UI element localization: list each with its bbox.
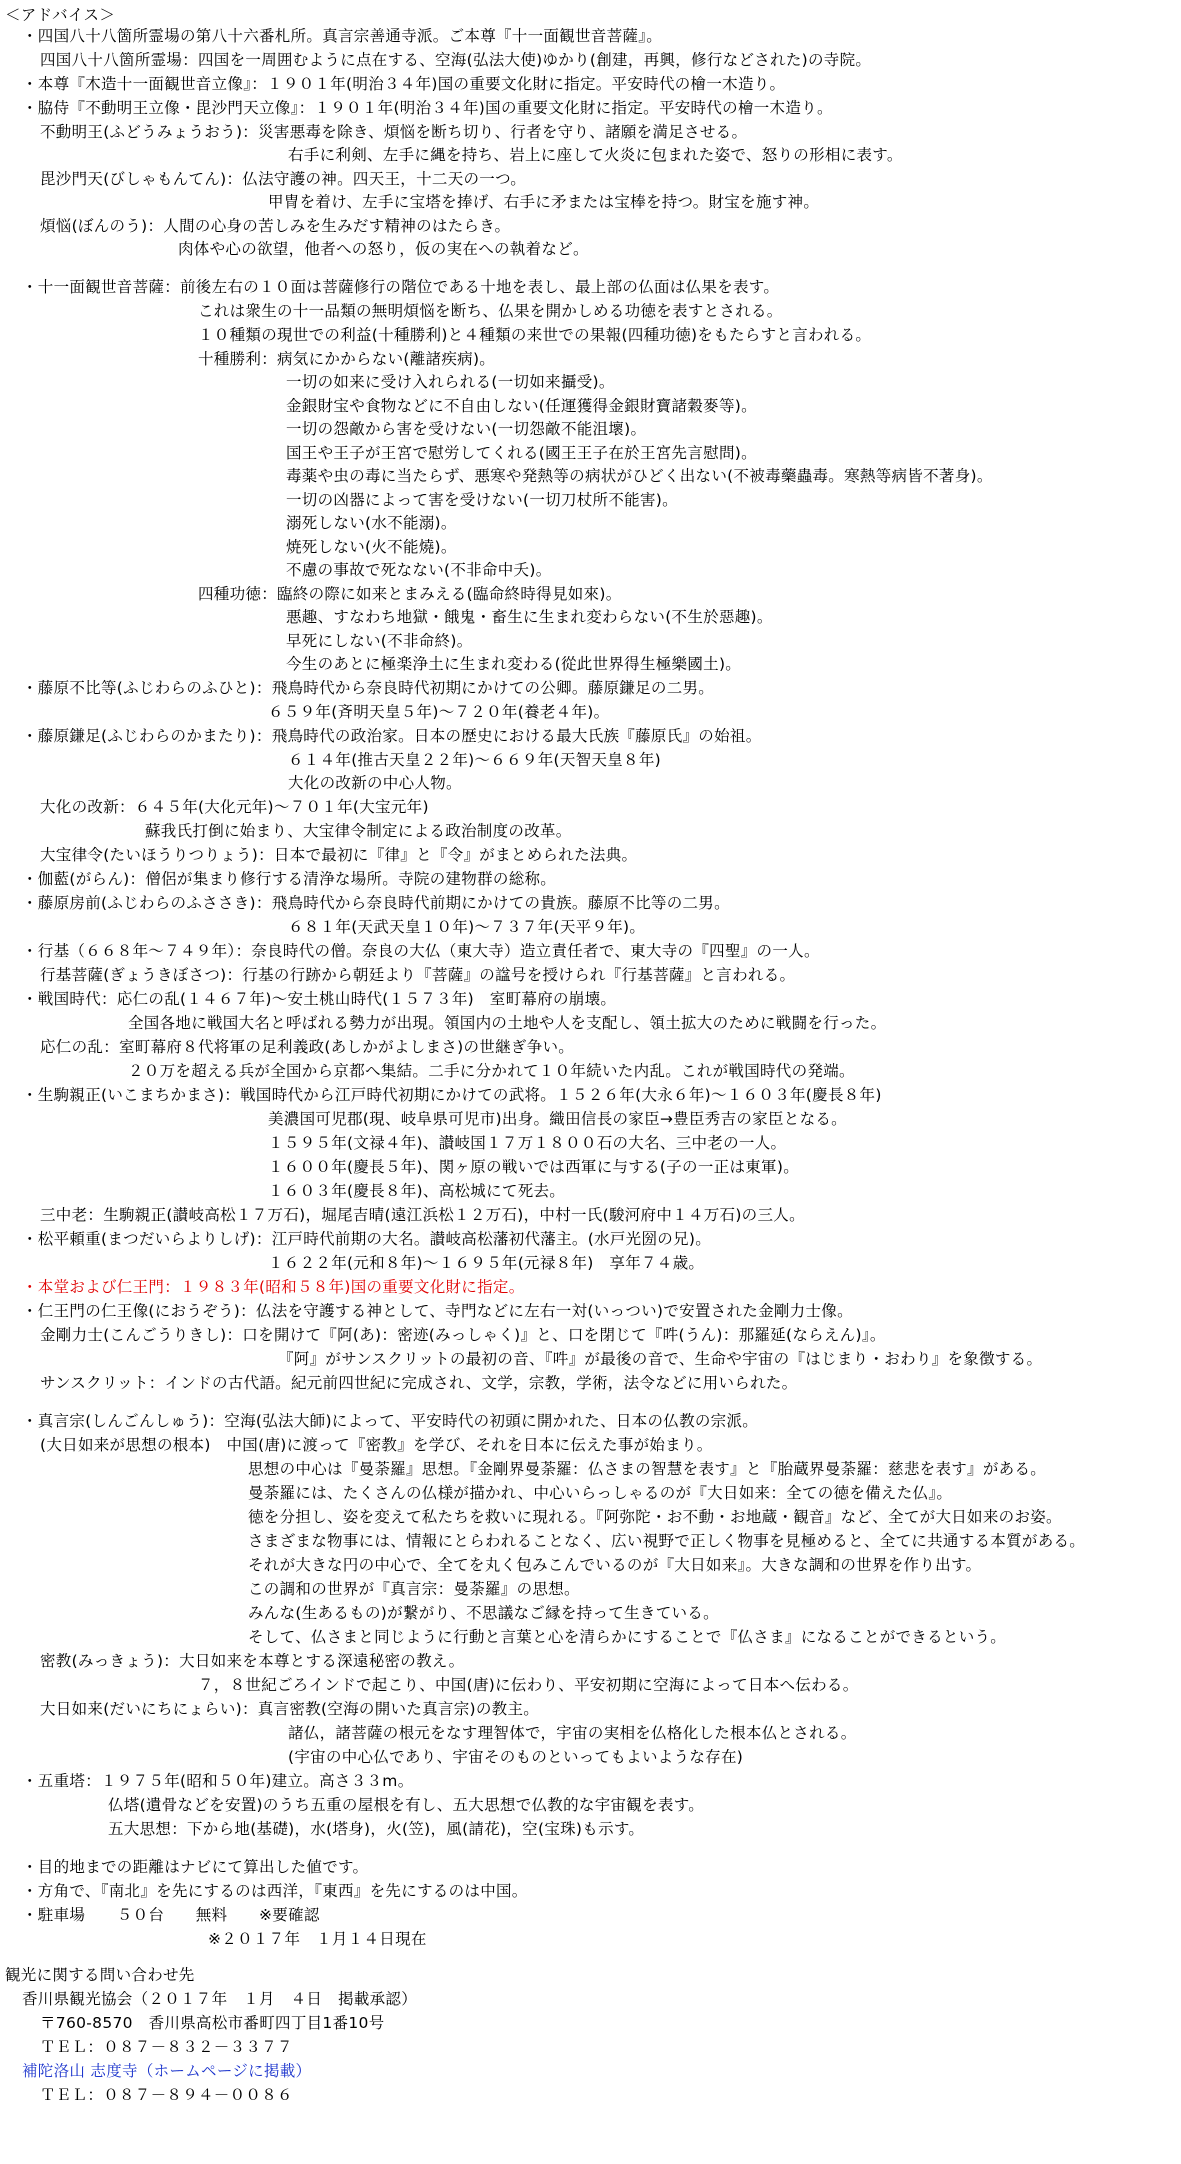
text-line: ・行基（６６８年～７４９年）：奈良時代の僧。奈良の大仏（東大寺）造立責任者で、東大寺の『四聖』の一人。 — [22, 942, 820, 960]
text-line: ＴＥＬ：０８７－８３２－３３７７ — [40, 2038, 293, 2056]
text-line: 応仁の乱：室町幕府８代将軍の足利義政(あしかがよしまさ)の世継ぎ争い。 — [40, 1038, 575, 1056]
text-line: ・脇侍『不動明王立像・毘沙門天立像』：１９０１年(明治３４年)国の重要文化財に指定。平安時代の檜一木造り。 — [22, 99, 833, 117]
text-line: 金銀財宝や食物などに不自由しない(任運獲得金銀財寶諸穀麥等)。 — [286, 397, 757, 415]
text-line: それが大きな円の中心で、全てを丸く包みこんでいるのが『大日如来』。大きな調和の世界を作り出す。 — [248, 1556, 982, 1574]
text-line: ２０万を超える兵が全国から京都へ集結。二手に分かれて１０年続いた内乱。これが戦国時代の発端。 — [128, 1062, 855, 1080]
text-line: 香川県観光協会（２０１７年 １月 ４日 掲載承認） — [22, 1990, 418, 2008]
text-line: 毘沙門天(びしゃもんてん)：仏法守護の神。四天王，十二天の一つ。 — [40, 170, 527, 188]
text-line: 美濃国可児郡(現、岐阜県可児市)出身。織田信長の家臣→豊臣秀吉の家臣となる。 — [268, 1110, 847, 1128]
text-line: 毒薬や虫の毒に当たらず、悪寒や発熱等の病状がひどく出ない(不被毒藥蟲毒。寒熱等病皆不著身)。 — [286, 467, 993, 485]
text-line: 行基菩薩(ぎょうきぼさつ)：行基の行跡から朝廷より『菩薩』の諡号を授けられ『行基菩薩』と言われる。 — [40, 966, 796, 984]
text-line: (大日如来が思想の根本) 中国(唐)に渡って『密教』を学び、それを日本に伝えた事が始まり。 — [40, 1436, 713, 1454]
text-line: １５９５年(文禄４年)、讃岐国１７万１８００石の大名、三中老の一人。 — [268, 1134, 787, 1152]
text-line: 煩悩(ぼんのう)：人間の心身の苦しみを生みだす精神のはたらき。 — [40, 217, 511, 235]
text-line: ６１４年(推古天皇２２年)～６６９年(天智天皇８年) — [288, 751, 661, 769]
text-line: 全国各地に戦国大名と呼ばれる勢力が出現。領国内の土地や人を支配し、領土拡大のために戦闘を行った。 — [128, 1014, 887, 1032]
text-line: ＴＥＬ：０８７－８９４－００８６ — [40, 2086, 293, 2104]
text-line: 『阿』がサンスクリットの最初の音、『吽』が最後の音で、生命や宇宙の『はじまり・おわり』を象徴する。 — [278, 1350, 1043, 1368]
text-line: 〒760-8570 香川県高松市番町四丁目1番10号 — [40, 2014, 385, 2032]
text-line: ６５９年(斉明天皇５年)～７２０年(養老４年)。 — [268, 703, 610, 721]
text-line: ・伽藍(がらん)：僧侶が集まり修行する清浄な場所。寺院の建物群の総称。 — [22, 870, 557, 888]
text-line: 溺死しない(水不能溺)。 — [286, 514, 457, 532]
text-line: 大化の改新の中心人物。 — [288, 774, 462, 792]
text-line: ・方角で、『南北』を先にするのは西洋，『東西』を先にするのは中国。 — [22, 1882, 528, 1900]
text-line: 五大思想：下から地(基礎)，水(塔身)，火(笠)，風(請花)，空(宝珠)も示す。 — [108, 1820, 645, 1838]
text-line: ・四国八十八箇所霊場の第八十六番札所。真言宗善通寺派。ご本尊『十一面観世音菩薩』。 — [22, 27, 663, 45]
text-line: ・駐車場 ５０台 無料 ※要確認 — [22, 1906, 320, 1924]
text-line: 補陀洛山 志度寺（ホームページに掲載） — [22, 2062, 312, 2080]
text-line: 悪趣、すなわち地獄・餓鬼・畜生に生まれ変わらない(不生於惡趣)。 — [286, 608, 773, 626]
text-line: サンスクリット：インドの古代語。紀元前四世紀に完成され、文学，宗教，学術，法令などに用いられた。 — [40, 1374, 798, 1392]
text-line: 一切の如来に受け入れられる(一切如来攝受)。 — [286, 373, 615, 391]
text-line: 曼荼羅には、たくさんの仏様が描かれ、中心いらっしゃるのが『大日如来：全ての徳を備えた仏』。 — [248, 1484, 953, 1502]
text-line: ・目的地までの距離はナビにて算出した値です。 — [22, 1858, 369, 1876]
text-line: 大日如来(だいにちにょらい)：真言密教(空海の開いた真言宗)の教主。 — [40, 1700, 540, 1718]
text-line: ・生駒親正(いこまちかまさ)：戦国時代から江戸時代初期にかけての武将。１５２６年(大永６年)～１６０３年(慶長８年) — [22, 1086, 882, 1104]
text-line: ・真言宗(しんごんしゅう)：空海(弘法大師)によって、平安時代の初頭に開かれた、日本の仏教の宗派。 — [22, 1412, 759, 1430]
text-line: 不動明王(ふどうみょうおう)：災害悪毒を除き、煩悩を断ち切り、行者を守り、諸願を満足させる。 — [40, 123, 748, 141]
text-line: 今生のあとに極楽浄土に生まれ変わる(從此世界得生極樂國土)。 — [286, 655, 742, 673]
text-line: ＜アドバイス＞ — [5, 6, 116, 24]
text-line: ７，８世紀ごろインドで起こり、中国(唐)に伝わり、平安初期に空海によって日本へ伝わる。 — [198, 1676, 859, 1694]
text-line: 金剛力士(こんごうりきし)：口を開けて『阿(あ)：密迹(みっしゃく)』と、口を閉じて『吽(うん)：那羅延(ならえん)』。 — [40, 1326, 886, 1344]
text-line: ・松平頼重(まつだいらよりしげ)：江戸時代前期の大名。讃岐高松藩初代藩主。(水戸光圀の兄)。 — [22, 1230, 711, 1248]
text-line: 肉体や心の欲望，他者への怒り，仮の実在への執着など。 — [178, 240, 589, 258]
text-line: ・本堂および仁王門：１９８３年(昭和５８年)国の重要文化財に指定。 — [22, 1278, 525, 1296]
text-line: 一切の怨敵から害を受けない(一切怨敵不能沮壞)。 — [286, 420, 647, 438]
text-line: 国王や王子が王宮で慰労してくれる(國王王子在於王宮先言慰問)。 — [286, 444, 757, 462]
text-line: (宇宙の中心仏であり、宇宙そのものといってもよいような存在) — [288, 1748, 744, 1766]
text-line: 大宝律令(たいほうりつりょう)：日本で最初に『律』と『令』がまとめられた法典。 — [40, 846, 638, 864]
text-line: ・十一面観世音菩薩：前後左右の１０面は菩薩修行の階位である十地を表し、最上部の仏面は仏果を表す。 — [22, 278, 780, 296]
text-line: 観光に関する問い合わせ先 — [5, 1966, 195, 1984]
text-line: ・藤原不比等(ふじわらのふひと)：飛鳥時代から奈良時代初期にかけての公卿。藤原鎌足の二男。 — [22, 679, 715, 697]
text-line: 不慮の事故で死なない(不非命中夭)。 — [286, 561, 552, 579]
text-line: 十種勝利：病気にかからない(離諸疾病)。 — [198, 350, 496, 368]
text-line: そして、仏さまと同じように行動と言葉と心を清らかにすることで『仏さま』になることができるという。 — [248, 1628, 1007, 1646]
text-line: ・戦国時代：応仁の乱(１４６７年)～安土桃山時代(１５７３年) 室町幕府の崩壊。 — [22, 990, 617, 1008]
text-line: ・本尊『木造十一面観世音立像』：１９０１年(明治３４年)国の重要文化財に指定。平安時代の檜一木造り。 — [22, 75, 786, 93]
text-line: 三中老：生駒親正(讃岐高松１７万石)，堀尾吉晴(遠江浜松１２万石)，中村一氏(駿河府中１４万石)の三人。 — [40, 1206, 805, 1224]
text-line: 四国八十八箇所霊場：四国を一周囲むように点在する、空海(弘法大使)ゆかり(創建，再興，修行などされた)の寺院。 — [40, 51, 872, 69]
text-line: ・藤原房前(ふじわらのふささき)：飛鳥時代から奈良時代前期にかけての貴族。藤原不比等の二男。 — [22, 894, 730, 912]
text-line: 徳を分担し、姿を変えて私たちを救いに現れる。『阿弥陀・お不動・お地蔵・観音』など、全てが大日如来のお姿。 — [248, 1508, 1062, 1526]
text-line: ※２０１７年 １月１４日現在 — [208, 1930, 427, 1948]
text-line: みんな(生あるもの)が繋がり、不思議なご縁を持って生きている。 — [248, 1604, 719, 1622]
text-line: 思想の中心は『曼荼羅』思想。『金剛界曼荼羅：仏さまの智慧を表す』と『胎蔵界曼荼羅：慈悲を表す』がある。 — [248, 1460, 1047, 1478]
text-line: 甲冑を着け、左手に宝塔を捧げ、右手に矛または宝棒を持つ。財宝を施す神。 — [268, 193, 820, 211]
text-line: 蘇我氏打倒に始まり、大宝律令制定による政治制度の改革。 — [145, 822, 572, 840]
text-line: 仏塔(遺骨などを安置)のうち五重の屋根を有し、五大思想で仏教的な宇宙観を表す。 — [108, 1796, 705, 1814]
text-line: １０種類の現世での利益(十種勝利)と４種類の来世での果報(四種功徳)をもたらすと言われる。 — [198, 326, 872, 344]
text-line: ・五重塔：１９７５年(昭和５０年)建立。高さ３３m。 — [22, 1772, 414, 1790]
text-line: 焼死しない(火不能燒)。 — [286, 538, 457, 556]
text-line: 密教(みっきょう)：大日如来を本尊とする深遠秘密の教え。 — [40, 1652, 465, 1670]
text-line: この調和の世界が『真言宗：曼荼羅』の思想。 — [248, 1580, 580, 1598]
text-line: 一切の凶器によって害を受けない(一切刀杖所不能害)。 — [286, 491, 678, 509]
text-line: ６８１年(天武天皇１０年)～７３７年(天平９年)。 — [288, 918, 646, 936]
text-line: 右手に利剣、左手に縄を持ち、岩上に座して火炎に包まれた姿で、怒りの形相に表す。 — [288, 146, 903, 164]
text-line: ・藤原鎌足(ふじわらのかまたり)：飛鳥時代の政治家。日本の歴史における最大氏族『藤原氏』の始祖。 — [22, 727, 762, 745]
text-line: １６０３年(慶長８年)、高松城にて死去。 — [268, 1182, 566, 1200]
text-line: １６２２年(元和８年)～１６９５年(元禄８年) 享年７４歳。 — [268, 1254, 705, 1272]
text-line: 四種功徳：臨終の際に如来とまみえる(臨命終時得見如來)。 — [198, 585, 622, 603]
text-line: さまざまな物事には、情報にとらわれることなく、広い視野で正しく物事を見極めると、全てに共通する本質がある。 — [248, 1532, 1086, 1550]
text-line: １６００年(慶長５年)、関ヶ原の戦いでは西軍に与する(子の一正は東軍)。 — [268, 1158, 799, 1176]
text-line: 早死にしない(不非命終)。 — [286, 632, 473, 650]
text-line: 諸仏，諸菩薩の根元をなす理智体で，宇宙の実相を仏格化した根本仏とされる。 — [288, 1724, 857, 1742]
text-line: 大化の改新：６４５年(大化元年)～７０１年(大宝元年) — [40, 798, 429, 816]
text-line: これは衆生の十一品類の無明煩悩を断ち、仏果を開かしめる功徳を表すとされる。 — [198, 302, 783, 320]
text-line: ・仁王門の仁王像(におうぞう)：仏法を守護する神として、寺門などに左右一対(いっつい)で安置された金剛力士像。 — [22, 1302, 853, 1320]
